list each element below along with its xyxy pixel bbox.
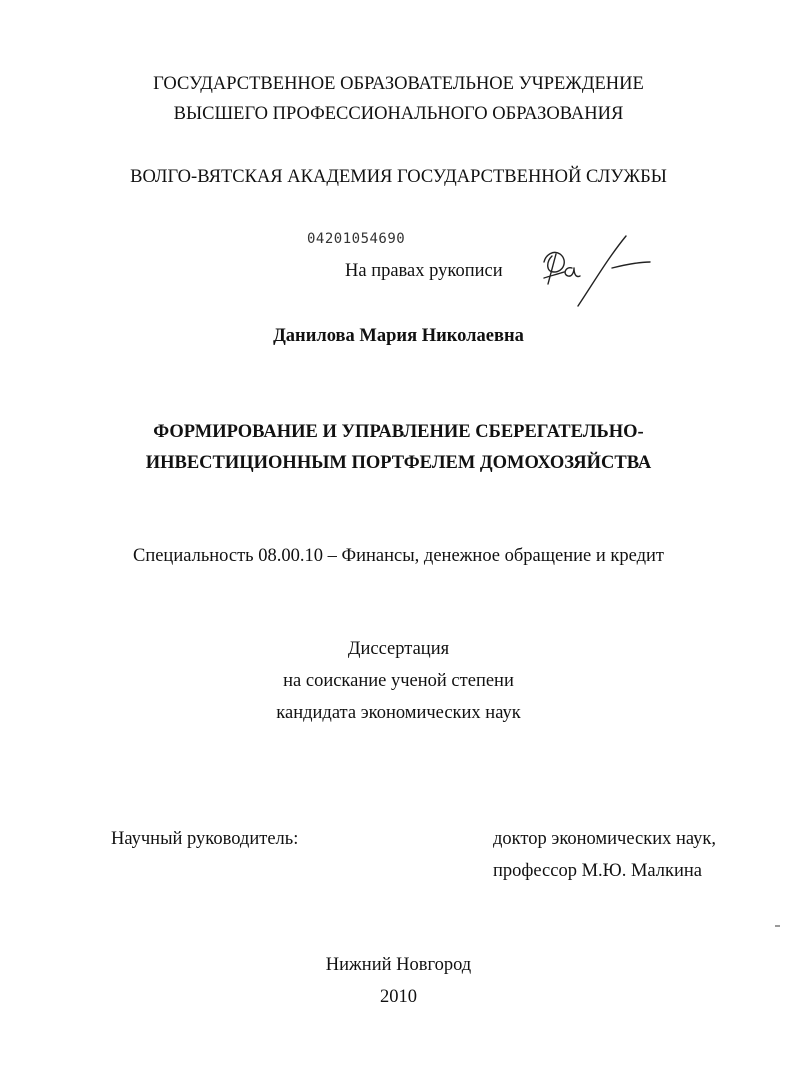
year: 2010 — [380, 987, 417, 1007]
thesis-title-line-2: ИНВЕСТИЦИОННЫМ ПОРТФЕЛЕМ ДОМОХОЗЯЙСТВА — [145, 453, 652, 473]
thesis-title-line-1: ФОРМИРОВАНИЕ И УПРАВЛЕНИЕ СБЕРЕГАТЕЛЬНО- — [153, 422, 644, 442]
supervisor-degree: доктор экономических наук, — [493, 829, 717, 849]
specialty: Специальность 08.00.10 – Финансы, денежное обращение и кредит — [132, 546, 664, 566]
dissertation-line-2: на соискание ученой степени — [283, 671, 514, 691]
author-name: Данилова Мария Николаевна — [273, 326, 524, 346]
manuscript-note: На правах рукописи — [345, 261, 503, 281]
supervisor-name: профессор М.Ю. Малкина — [493, 861, 703, 881]
institution-line-2: ВЫСШЕГО ПРОФЕССИОНАЛЬНОГО ОБРАЗОВАНИЯ — [173, 104, 624, 124]
supervisor-label: Научный руководитель: — [111, 829, 299, 849]
dissertation-line-3: кандидата экономических наук — [276, 703, 521, 723]
institution-line-1: ГОСУДАРСТВЕННОЕ ОБРАЗОВАТЕЛЬНОЕ УЧРЕЖДЕНИЕ — [153, 74, 644, 94]
scan-speck — [775, 925, 780, 927]
academy-name: ВОЛГО-ВЯТСКАЯ АКАДЕМИЯ ГОСУДАРСТВЕННОЙ СЛУЖБЫ — [130, 167, 667, 187]
catalog-stamp-number: 04201054690 — [307, 231, 406, 247]
dissertation-line-1: Диссертация — [347, 639, 450, 659]
signature-icon — [538, 232, 656, 310]
city: Нижний Новгород — [325, 955, 472, 975]
